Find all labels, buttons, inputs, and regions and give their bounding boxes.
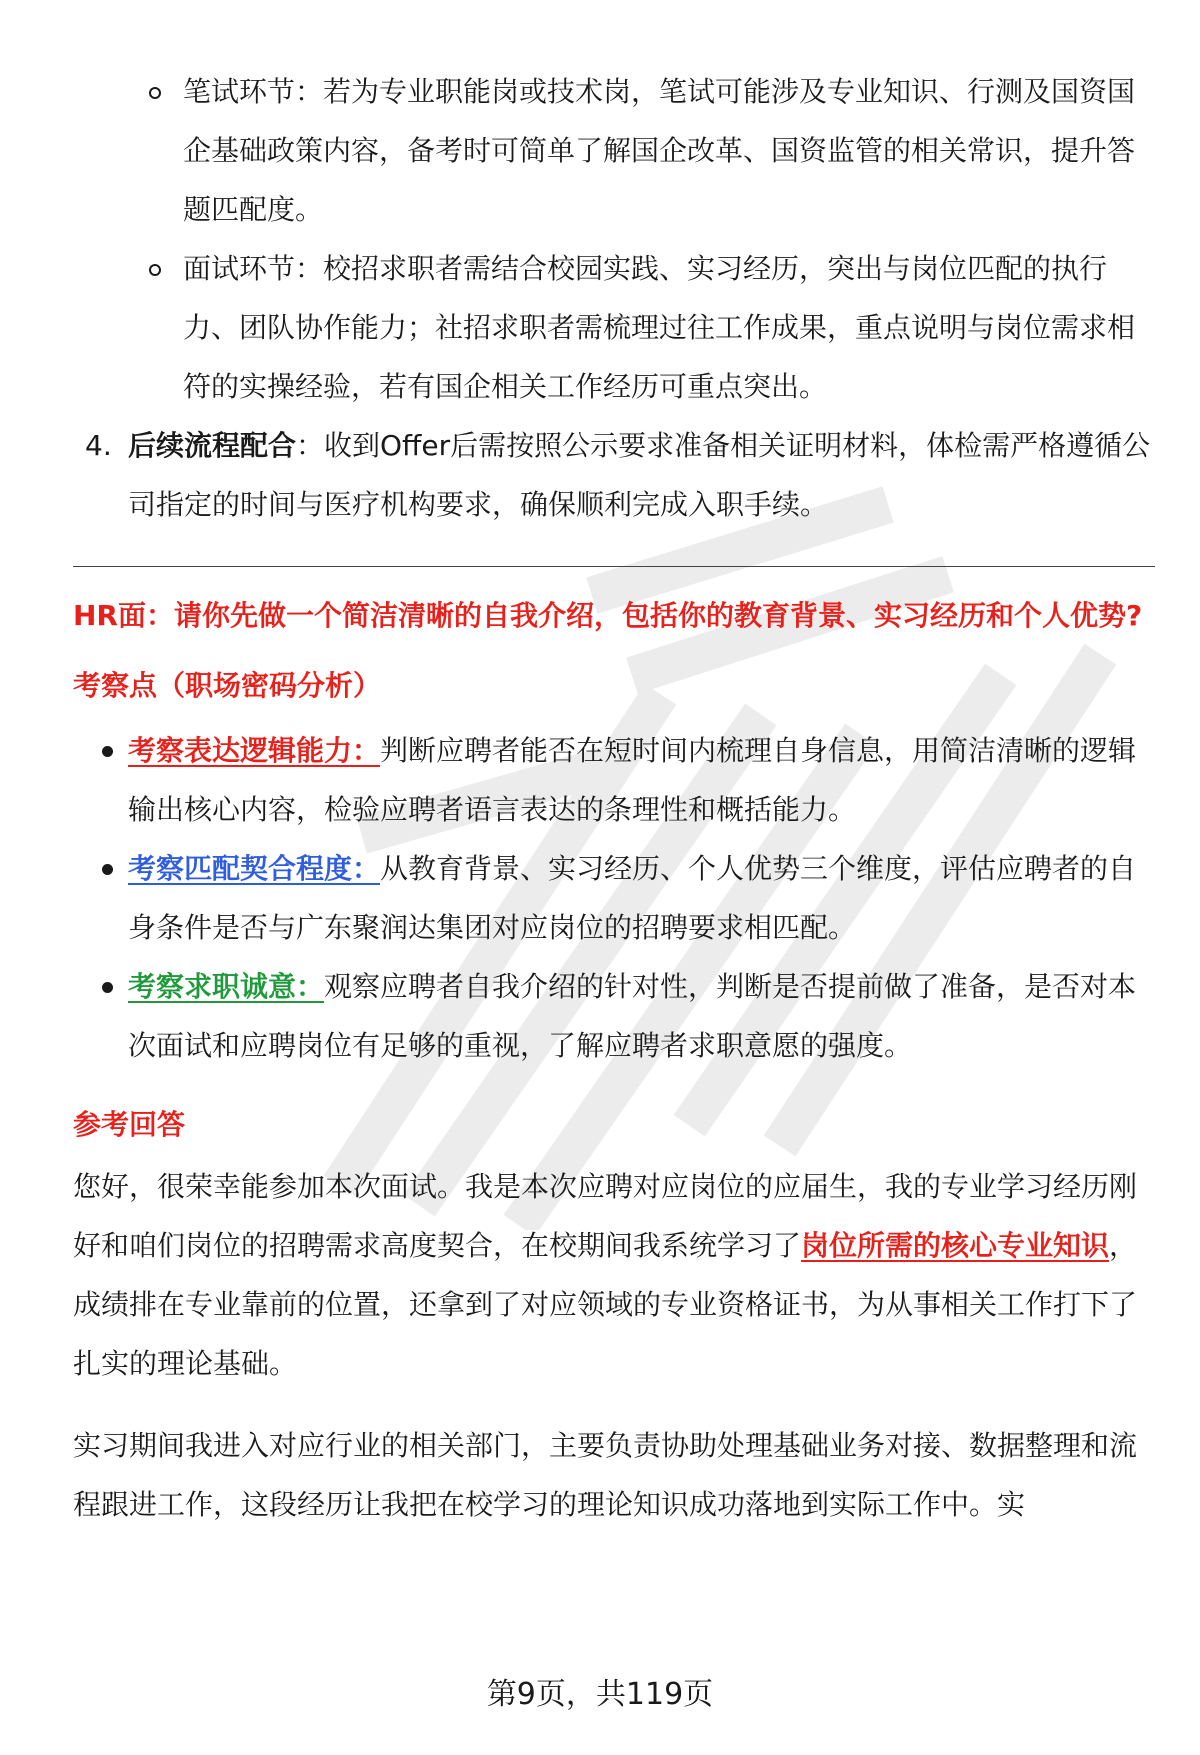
examine-point-text: 观察应聘者自我介绍的针对性，判断是否提前做了准备，是否对本次面试和应聘岗位有足够的重视，了解应聘者求职意愿的强度。: [128, 970, 1137, 1062]
answer-paragraph: 实习期间我进入对应行业的相关部门，主要负责协助处理基础业务对接、数据整理和流程跟进工作，这段经历让我把在校学习的理论知识成功落地到实际工作中。实: [73, 1429, 1138, 1521]
sub-item-text: 若为专业职能岗或技术岗，笔试可能涉及专业知识、行测及国资国企基础政策内容，备考时可简单了解国企改革、国资监管的相关常识，提升答题匹配度。: [183, 75, 1136, 226]
circle-bullet-icon: [149, 87, 161, 99]
dot-bullet-icon: [102, 864, 113, 875]
sub-bullet-list: [73, 62, 1153, 416]
examine-point-label: 考察求职诚意：: [128, 970, 325, 1003]
examine-point: [128, 721, 1153, 839]
answer-text: 您好，很荣幸能参加本次面试。我是本次应聘对应岗位的应届生，我的专业学习经历刚好和咱们岗位的招聘需求高度契合，在校期间我系统学习了: [73, 1170, 1138, 1262]
examine-point-label: 考察匹配契合程度：: [128, 852, 381, 885]
answer-paragraph: [73, 1157, 1153, 1393]
numbered-item-text: ：收到Offer后需按照公示要求准备相关证明材料，体检需严格遵循公司指定的时间与医疗机构要求，确保顺利完成入职手续。: [128, 429, 1151, 521]
sub-list-item: [183, 239, 1153, 416]
dot-bullet-icon: [102, 746, 113, 757]
page-footer: 第9页，共119页: [486, 1677, 714, 1712]
examine-point-label: 考察表达逻辑能力：: [128, 734, 381, 767]
answer-text: ，成绩排在专业靠前的位置，还拿到了对应领域的专业资格证书，为从事相关工作打下了扎实的理论基础。: [73, 1229, 1138, 1380]
sub-item-label: 笔试环节：: [183, 75, 324, 108]
section-divider: [73, 566, 1155, 567]
item-number: 4.: [85, 429, 112, 462]
examine-point-list: [73, 721, 1153, 1075]
numbered-item: [73, 416, 1153, 534]
circle-bullet-icon: [149, 264, 161, 276]
sub-item-label: 面试环节：: [183, 252, 324, 285]
examine-point-text: 从教育背景、实习经历、个人优势三个维度，评估应聘者的自身条件是否与广东聚润达集团对应岗位的招聘要求相匹配。: [128, 852, 1137, 944]
numbered-item-title: 后续流程配合: [128, 429, 297, 462]
examine-point: [128, 839, 1153, 957]
interview-question: HR面：请你先做一个简洁清晰的自我介绍，包括你的教育背景、实习经历和个人优势?: [73, 599, 1143, 632]
sub-item-text: 校招求职者需结合校园实践、实习经历，突出与岗位匹配的执行力、团队协作能力；社招求职者需梳理过往工作成果，重点说明与岗位需求相符的实操经验，若有国企相关工作经历可重点突出。: [183, 252, 1136, 403]
answer-highlight: 岗位所需的核心专业知识: [801, 1229, 1110, 1262]
dot-bullet-icon: [102, 982, 113, 993]
examine-point-text: 判断应聘者能否在短时间内梳理自身信息，用简洁清晰的逻辑输出核心内容，检验应聘者语言表达的条理性和概括能力。: [128, 734, 1137, 826]
examine-point: [128, 957, 1153, 1075]
sub-list-item: [183, 62, 1153, 239]
examine-heading: 考察点（职场密码分析）: [73, 669, 382, 702]
answer-heading: 参考回答: [73, 1108, 186, 1141]
